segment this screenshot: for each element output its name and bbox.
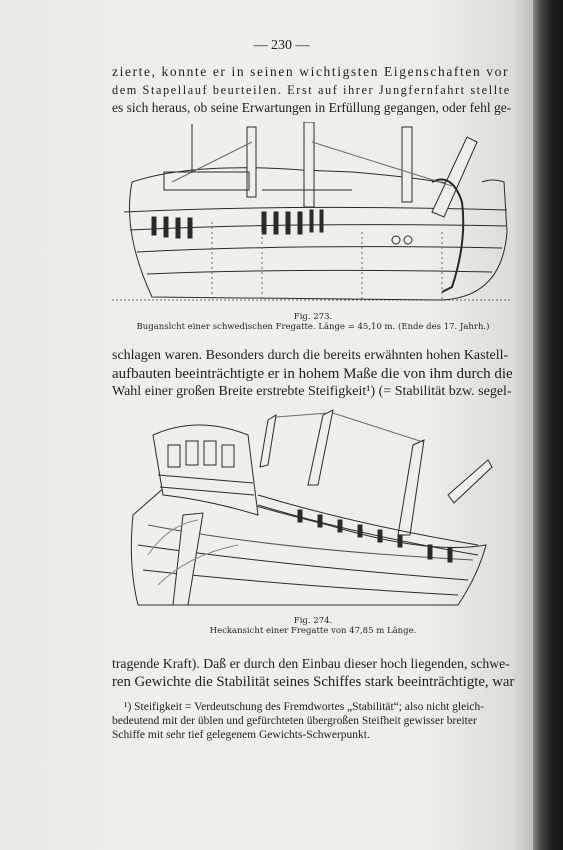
page-number: — 230 —	[253, 38, 310, 53]
text-line-content: ren Gewichte die Stabilität seines Schiffes stark beeinträchtigte, war	[112, 674, 515, 690]
text-line	[112, 63, 514, 81]
figure-273-caption: Buganslcht einer schwedischen Fregatte. Länge = 45,10 m. (Ende des 17. Jahrh.)	[136, 322, 490, 332]
figure-274-caption: Heckansicht einer Fregatte von 47,85 m Länge.	[209, 626, 417, 636]
footnote-text: Schiffe mit sehr tief gelegenem Gewichts-Schwerpunkt.	[112, 729, 370, 741]
text-line	[112, 655, 514, 673]
ship-bow-drawing	[112, 122, 517, 312]
book-spine-shadow	[533, 0, 563, 850]
text-line-content: aufbauten beeinträchtigte er in hohem Maße die von ihm durch die	[112, 366, 513, 382]
figure-273-illustration	[112, 122, 517, 312]
text-line	[112, 347, 514, 365]
figure-273-label: Fig. 273.	[293, 312, 333, 322]
footnote-line	[112, 714, 514, 728]
footnote-line	[112, 728, 514, 742]
text-line	[112, 365, 514, 383]
text-line-content: Wahl einer großen Breite erstrebte Steifigkeit¹) (= Stabilität bzw. segel-	[112, 384, 512, 399]
ship-stern-drawing	[128, 405, 503, 610]
text-line-content: tragende Kraft). Daß er durch den Einbau dieser hoch liegenden, schwe-	[112, 656, 510, 671]
text-line-content: es sich heraus, ob seine Erwartungen in Erfüllung gegangen, oder fehl ge-	[112, 100, 512, 115]
footnote-text: bedeutend mit der üblen und gefürchteten übergroßen Steifheit gewisser breiter	[112, 715, 477, 727]
text-line	[112, 99, 514, 117]
figure-274-illustration	[128, 405, 503, 610]
text-line	[112, 673, 514, 691]
text-line-content: zierte, konnte er in seinen wichtigsten Eigenschaften vor	[112, 64, 510, 79]
text-line-content: dem Stapellauf beurteilen. Erst auf ihrer Jungfernfahrt stellte	[112, 83, 511, 97]
figure-274-label: Fig. 274.	[293, 616, 333, 626]
text-line-content: schlagen waren. Besonders durch die bereits erwähnten hohen Kastell-	[112, 348, 509, 363]
text-line	[112, 81, 514, 99]
footnote-line	[124, 700, 514, 714]
footnote-text: ¹) Steifigkeit = Verdeutschung des Fremdwortes „Stabilität“; also nicht gleich-	[124, 701, 485, 713]
text-line	[112, 383, 514, 401]
